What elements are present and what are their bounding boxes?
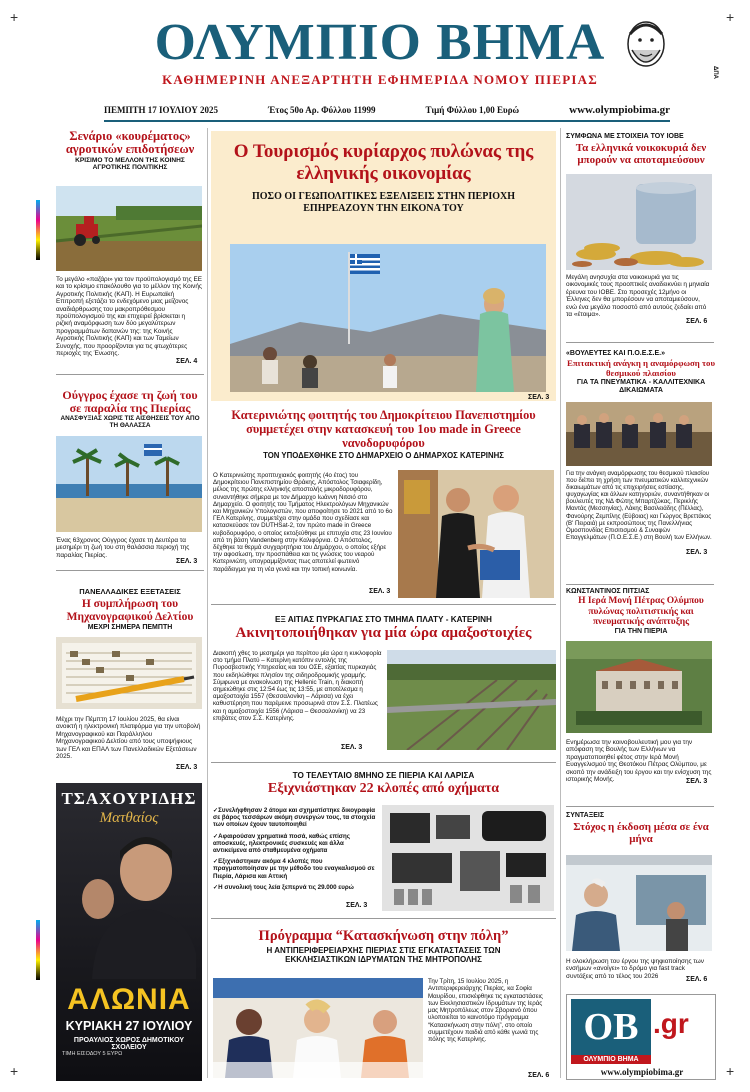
singer-portrait [76,829,196,979]
article-vehicle-thefts[interactable] [211,771,556,797]
page-ref[interactable]: ΣΕΛ. 3 [176,558,198,565]
page-ref[interactable]: ΣΕΛ. 3 [176,764,198,771]
article-body: Για την ανάγκη αναμόρφωσης του θεσμικού πλαισίου που διέπει τη χρήση των πνευματικών καλλιτεχνικών δικαιωμάτων από τις επιχειρήσεις εστίασης, ψυχαγωγίας και άλλων κατηγοριών, συναντήθηκαν οι βουλευτές της ΝΔ Φώτης Μπαρτζώκας, Περικλής Μαντάς (Μεσσηνίας), Λάκης Βασιλειάδης (Πέλλας), Φανούρης Ζεμπίλης (Εύβοιας) και Γιώργος Βρεττάκος (Β' Πειραιά) με εκπροσώπους της Πανελλήνιας Ομοσπονδίας Επισιτισμού & Συναφών Επαγγελμάτων (Π.Ο.Ε.Σ.Ε.) στη Βουλή των Ελλήνων. [566,470,712,541]
article-city-camp[interactable] [211,928,556,964]
dpa-badge: ΔΠΑ [712,66,718,79]
article-body: Την Τρίτη, 15 Ιουλίου 2025, η Αντιπεριφερειάρχης Πιερίας, κα Σοφία Μαυρίδου, επισκέφθηκε τις εγκαταστάσεις των Εκκλησιαστικών Ιδρυμάτων της Ιεράς μας Μητροπόλεως στον Σβοριανό όπου υλοποιείται το καινοτόμο πρόγραμμα “Κατασκήνωση στην πόλη”, στο οποίο συμμετέχουν παιδιά από κάθε γωνιά της πόλης της Κατερίνης. [428,978,543,1044]
article-body: Ενημέρωσα την κοινοβουλευτική μου για την απόφαση της Βουλής των Ελλήνων να πραγματοποιηθεί φέτος στην Ιερά Μονή Ευαγγελισμού της Θεοτόκου Πέτρας Ολύμπου, με σκοπό την ανάδειξη του έργου και την ενίσχυση της ιστορικής Μονής. [566,739,712,784]
page-ref[interactable]: ΣΕΛ. 3 [686,549,708,556]
article-divider [566,584,714,585]
logo-name: ΟΛΥΜΠΙΟ ΒΗΜΑ [571,1055,651,1064]
article-title: Η συμπλήρωση του Μηχανογραφικού Δελτίου [66,598,194,623]
page-ref[interactable]: ΣΕΛ. 3 [369,588,391,595]
page-ref[interactable]: ΣΕΛ. 6 [686,318,708,325]
page-ref[interactable]: ΣΕΛ. 6 [528,1072,550,1079]
masthead-website[interactable]: www.olympiobima.gr [569,104,670,116]
article-body: Μεγάλη ανησυχία στα νοικοκυριά για τις οικονομικές τους προοπτικές αναδεικνύει η μηνιαία έρευνα του ΙΟΒΕ. Στο προσεχές 12μήνο οι Έλληνες δεν θα μπορέσουν να αποταμιεύσουν, ενώ ένα μεγάλο ποσοστό από αυτούς ζεδαίει από τα «έτοιμα». [566,274,710,319]
article-title: Επιτακτική ανάγκη η αναμόρφωση του θεσμικού πλαισίου [566,358,716,378]
article-divider [211,918,556,919]
article-title: Πρόγραμμα “Κατασκήνωση στην πόλη” [258,928,509,944]
article-title: Εξιχνιάστηκαν 22 κλοπές από οχήματα [267,781,500,796]
article-kicker: ΕΞ ΑΙΤΙΑΣ ΠΥΡΚΑΓΙΑΣ ΣΤΟ ΤΜΗΜΑ ΠΛΑΤΥ - ΚΑΤΕΡΙΝΗ [275,615,492,624]
article-petra-monastery[interactable] [566,588,716,635]
article-body: Η ολοκλήρωση του έργου της ψηφιοποίησης των ενσήμων «ανοίγει» το δρόμο για fast track συντάξεις από το τέλος του 2026 [566,958,704,980]
page-ref[interactable]: ΣΕΛ. 4 [176,358,198,365]
newspaper-logo-box[interactable] [566,994,716,1080]
article-kicker: ΑΝΑΣΦΥΞΙΑΣ ΧΩΡΙΣ ΤΙΣ ΑΙΣΘΗΣΕΙΣ ΤΟΥ ΑΠΟ ΤΗ ΘΑΛΑΣΣΑ [60,415,200,429]
article-kicker: ΣΥΝΤΑΞΕΙΣ [566,812,605,819]
article-paragraph: Διακοπή χθες το μεσημέρι για περίπου μία ώρα η κυκλοφορία στο τμήμα Πλατύ – Κατερίνη κατόπιν εντολής της Πυροσβεστικής Υπηρεσίας και του ΟΣΕ, εξαιτίας πυρκαγιάς που εκδηλώθηκε πλησίον της σιδηροδρομικής γραμμής. [213,650,382,679]
article-body: Το μεγάλο «παζάρι» για τον προϋπολογισμό της ΕΕ και το κρίσιμο επακόλουθο για το μέλλον της Κοινής Αγροτικής Πολιτικής (ΚΑΠ). Η Ευρωπαϊκή Επιτροπή εξετάζει το ενδεχόμενο μιας μείζονος αναδιάρθρωσης του μακροπρόθεσμου προϋπολογισμού της και επιχειρεί βρίσκεται η ριζική αναμόρφωση των δύο μεγαλύτερων προγραμμάτων δαπανών της: της Κοινής Αγροτικής Πολιτικής (ΚΑΠ) και των Ταμείων Συνοχής, που προορίζονται για τις φτωχότερες περιοχές της Ένωσης. [56,276,202,358]
article-copyright-framework[interactable] [566,350,716,395]
article-divider [211,762,556,763]
tractor-photo [56,186,202,271]
registration-mark: + [726,9,735,25]
page-ref[interactable]: ΣΕΛ. 3 [341,744,363,751]
article-kicker: ΓΙΑ ΤΗΝ ΠΙΕΡΙΑ [614,627,668,635]
registration-mark: + [726,1063,735,1079]
theft-bullet-list [213,807,379,891]
article-pensions[interactable] [566,812,716,845]
article-title: Κατερινιώτης φοιτητής του Δημοκρίτειου Πανεπιστημίου συμμετέχει στην κατασκευή του 1ου made in Greece νανοδορυφόρου [231,408,536,450]
issue-number: Έτος 50ο Αρ. Φύλλου 11999 [268,105,376,115]
article-kicker: Η ΑΝΤΙΠΕΡΙΦΕΡΕΙΑΡΧΗΣ ΠΙΕΡΙΑΣ ΣΤΙΣ ΕΓΚΑΤΑΣΤΑΣΕΙΣ ΤΩΝ ΕΚΚΛΗΣΙΑΣΤΙΚΩΝ ΙΔΡΥΜΑΤΩΝ ΤΗΣ ΜΗΤΡΟΠΟΛΗΣ [266,946,501,964]
page-ref[interactable]: ΣΕΛ. 3 [528,394,550,401]
article-divider [56,374,204,375]
article-body [213,650,383,722]
concert-advertisement[interactable] [56,783,202,1081]
article-kicker: «ΒΟΥΛΕΥΤΕΣ ΚΑΙ Π.Ο.Ε.Σ.Ε.» [566,350,665,357]
column-divider [207,128,208,1078]
lead-title: Ο Τουρισμός κυρίαρχος πυλώνας της ελληνικής οικονομίας [233,141,534,184]
article-kicker: ΤΟ ΤΕΛΕΥΤΑΙΟ 8ΜΗΝΟ ΣΕ ΠΙΕΡΙΑ ΚΑΙ ΛΑΡΙΣΑ [292,771,475,780]
article-title: Ακινητοποιήθηκαν για μία ώρα αμαξοστοιχίες [235,625,532,641]
article-beach-death[interactable] [56,389,204,429]
article-kicker: ΜΕΧΡΙ ΣΗΜΕΡΑ ΠΕΜΠΤΗ [87,624,173,631]
article-divider [566,806,714,807]
registration-mark: + [10,1063,19,1079]
pension-office-photo [566,855,712,951]
ad-date: ΚΥΡΙΑΚΗ 27 ΙΟΥΛΙΟΥ [65,1019,193,1033]
student-mayor-handshake-photo [398,470,554,598]
masthead-title: ΟΛΥΜΠΙΟ ΒΗΜΑ [154,14,606,71]
coins-jar-photo [566,174,712,270]
page-ref[interactable]: ΣΕΛ. 6 [686,976,708,983]
article-title: Στόχος η έκδοση μέσα σε ένα μήνα [573,821,709,845]
page-ref[interactable]: ΣΕΛ. 3 [686,778,708,785]
article-kicker: ΚΩΝΣΤΑΝΤΙΝΟΣ ΠΙΤΣΙΑΣ [566,588,650,595]
article-divider [56,570,204,571]
article-title: Η Ιερά Μονή Πέτρας Ολύμπου πυλώνας πολιτιστικής και πνευματικής ανάπτυξης [578,596,704,627]
article-farm-subsidies[interactable] [56,130,204,171]
article-train-fire[interactable] [211,615,556,642]
article-title: Ούγγρος έχασε τη ζωή του σε παραλία της Πιερίας [62,388,198,415]
article-body: Ο Κατερινιώτης προπτυχιακός φοιτητής (4ο έτος) του Δημοκρίτειου Πανεπιστημίου Θράκης, Απόστολος Τσιαφερίδη, μέλος της πρώτης ελληνικής αποστολής μικροδορυφόρου, συναντήθηκε σήμερα με τον Δήμαρχο Ιωάννη Νιτσιό στο Δημαρχείο. Ο φοιτητής του Τμήματος Ηλεκτρολόγων Μηχανικών και Μηχανικών Υπολογιστών, που αποφοίτησε το 2021 από το 6ο ΓΕΛ Κατερίνης, συμμετέχει στην ομάδα που σχεδίασε και κατασκεύασε τον DUTHSat-2, τον πρώτο made in Greece κυβοδορυφόρο, ο οποίος εκτοξεύθηκε με επιτυχία στις 23 Ιουνίου από τη βάση Vandenberg στην Καλιφόρνια. Ο Απόστολος, δέχθηκε τα θερμά συγχαρητήρια του Δημάρχου, ο οποίος εξήρε την αφοσίωση, την προσπάθεια και τις γνώσεις του νεαρού Κατερινιώτη, υπογραμμίζοντας πως αποτελεί φωτεινό παράδειγμα για τη νέα γενιά και την τοπική κοινωνία. [213,472,393,573]
acropolis-tourists-photo [230,244,546,392]
article-household-savings[interactable] [566,133,716,166]
masthead-subtitle: ΚΑΘΗΜΕΡΙΝΗ ΑΝΕΞΑΡΤΗΤΗ ΕΦΗΜΕΡΙΔΑ ΝΟΜΟΥ ΠΙΕΡΙΑΣ [162,72,598,87]
article-divider [566,342,714,343]
print-color-bar [36,200,40,260]
bullet-item: ✓Εξιχνιάστηκαν ακόμα 4 κλοπές που πραγματοποίησαν με την μέθοδο του εναγκαλισμού σε Πιερία, Λάρισα και Αττική [213,858,375,880]
monastery-aerial-photo [566,641,712,733]
ad-ticket: ΤΙΜΗ ΕΙΣΟΔΟΥ 5 ΕΥΡΩ [62,1051,123,1057]
masthead-rule [104,120,670,122]
article-nanosatellite[interactable] [211,408,556,460]
zeus-head-logo-icon [618,14,674,84]
logo-mark: OB [571,999,651,1055]
railway-tracks-photo [387,650,556,750]
article-paragraph: Σύμφωνα με ανακοίνωση της Hellenic Train, η διακοπή σημειώθηκε στις 12:54 έως τις 13:55, με αποτέλεσμα η αμαξοστοιχία 1557 (Θεσσαλονίκη – Λάρισα) να έχει καθυστέρηση που παρέμεινε προσωρινά στον Σ.Σ. Πλατέως και η αμαξοστοιχία 1556 (Λάρισα – Θεσσαλονίκη) να 23 επιβάτες στον Σ.Σ. Κατερίνης. [213,678,378,722]
ad-artist-name: Ματθαίος [99,810,159,826]
article-body: Μέχρι την Πέμπτη 17 Ιουλίου 2025, θα είναι ανοικτή η ηλεκτρονική πλατφόρμα για την υποβολή Μηχανογραφικού και Παράλληλου Μηχανογραφικού Δελτίου από τους υποψήφιους των ΓΕΛ και ΕΠΑΛ των Πανελλαδικών Εξετάσεων 2025. [56,716,201,761]
logo-url: www.olympiobima.gr [600,1067,684,1077]
ad-place: ΠΡΟΑΥΛΙΟΣ ΧΩΡΟΣ ΔΗΜΟΤΙΚΟΥ ΣΧΟΛΕΙΟΥ [73,1037,185,1051]
exam-form-pen-photo [56,637,202,709]
article-exam-form[interactable] [56,587,204,631]
article-divider [211,604,556,605]
ad-artist-surname: ΤΣΑΧΟΥΡΙΔΗΣ [61,789,197,808]
bullet-item: ✓Αφαιρούσαν χρηματικά ποσά, καθώς επίσης αποσκευές, ηλεκτρονικές συσκευές και άλλα αντικείμενα από σταθμευμένα οχήματα [213,832,351,855]
article-kicker: ΣΥΜΦΩΝΑ ΜΕ ΣΤΟΙΧΕΙΑ ΤΟΥ ΙΟΒΕ [566,133,684,140]
article-title: Τα ελληνικά νοικοκυριά δεν μπορούν να αποταμιεύσουν [575,142,707,166]
print-color-bar [36,920,40,980]
parliament-meeting-photo [566,402,712,466]
camp-visit-photo [213,978,423,1078]
issue-date: ΠΕΜΠΤΗ 17 ΙΟΥΛΙΟΥ 2025 [104,105,219,115]
page-ref[interactable]: ΣΕΛ. 3 [346,902,368,909]
ad-venue: ΑΛΩΝΙΑ [67,983,191,1016]
registration-mark: + [10,9,19,25]
masthead [100,16,660,98]
logo-tld: .gr [653,1008,689,1039]
article-kicker: ΓΙΑ ΤΑ ΠΝΕΥΜΑΤΙΚΑ - ΚΑΛΛΙΤΕΧΝΙΚΑ ΔΙΚΑΙΩΜΑΤΑ [576,379,706,394]
column-divider [560,128,561,1078]
article-kicker: ΠΑΝΕΛΛΑΔΙΚΕΣ ΕΞΕΤΑΣΕΙΣ [79,587,181,596]
article-kicker: ΤΟΝ ΥΠΟΔΕΧΘΗΚΕ ΣΤΟ ΔΗΜΑΡΧΕΙΟ Ο ΔΗΜΑΡΧΟΣ ΚΑΤΕΡΙΝΗΣ [263,451,504,460]
stolen-items-photo [382,805,554,911]
beach-palm-photo [56,436,202,532]
lead-kicker: ΠΟΣΟ ΟΙ ΓΕΩΠΟΛΙΤΙΚΕΣ ΕΞΕΛΙΞΕΙΣ ΣΤΗΝ ΠΕΡΙΟΧΗ ΕΠΗΡΕΑΖΟΥΝ ΤΗΝ ΕΙΚΟΝΑ ΤΟΥ [252,191,515,214]
article-title: Σενάριο «κουρέματος» αγροτικών επιδοτήσεων [65,129,195,156]
article-body: Ένας 63χρονος Ούγγρος έχασε τη Δευτέρα τα μεσημέρι τη ζωή του στη θαλάσσια περιοχή της παραλίας Πιερίας. [56,537,190,559]
article-kicker: ΚΡΙΣΙΜΟ ΤΟ ΜΕΛΛΟΝ ΤΗΣ ΚΟΙΝΗΣ ΑΓΡΟΤΙΚΗΣ ΠΟΛΙΤΙΚΗΣ [75,157,185,171]
bullet-item: ✓Η συνολική τους λεία ξεπερνά τις 29.000 ευρώ [213,883,354,891]
dateline [104,103,670,117]
issue-price: Τιμή Φύλλου 1,00 Ευρώ [425,105,520,115]
bullet-item: ✓Συνελήφθησαν 2 άτομα και σχηματίστηκε δικογραφία σε βάρος τεσσάρων ακόμη συνεργών τους, τα στοιχεία των οποίων έχουν ταυτοποιηθεί [213,807,376,829]
